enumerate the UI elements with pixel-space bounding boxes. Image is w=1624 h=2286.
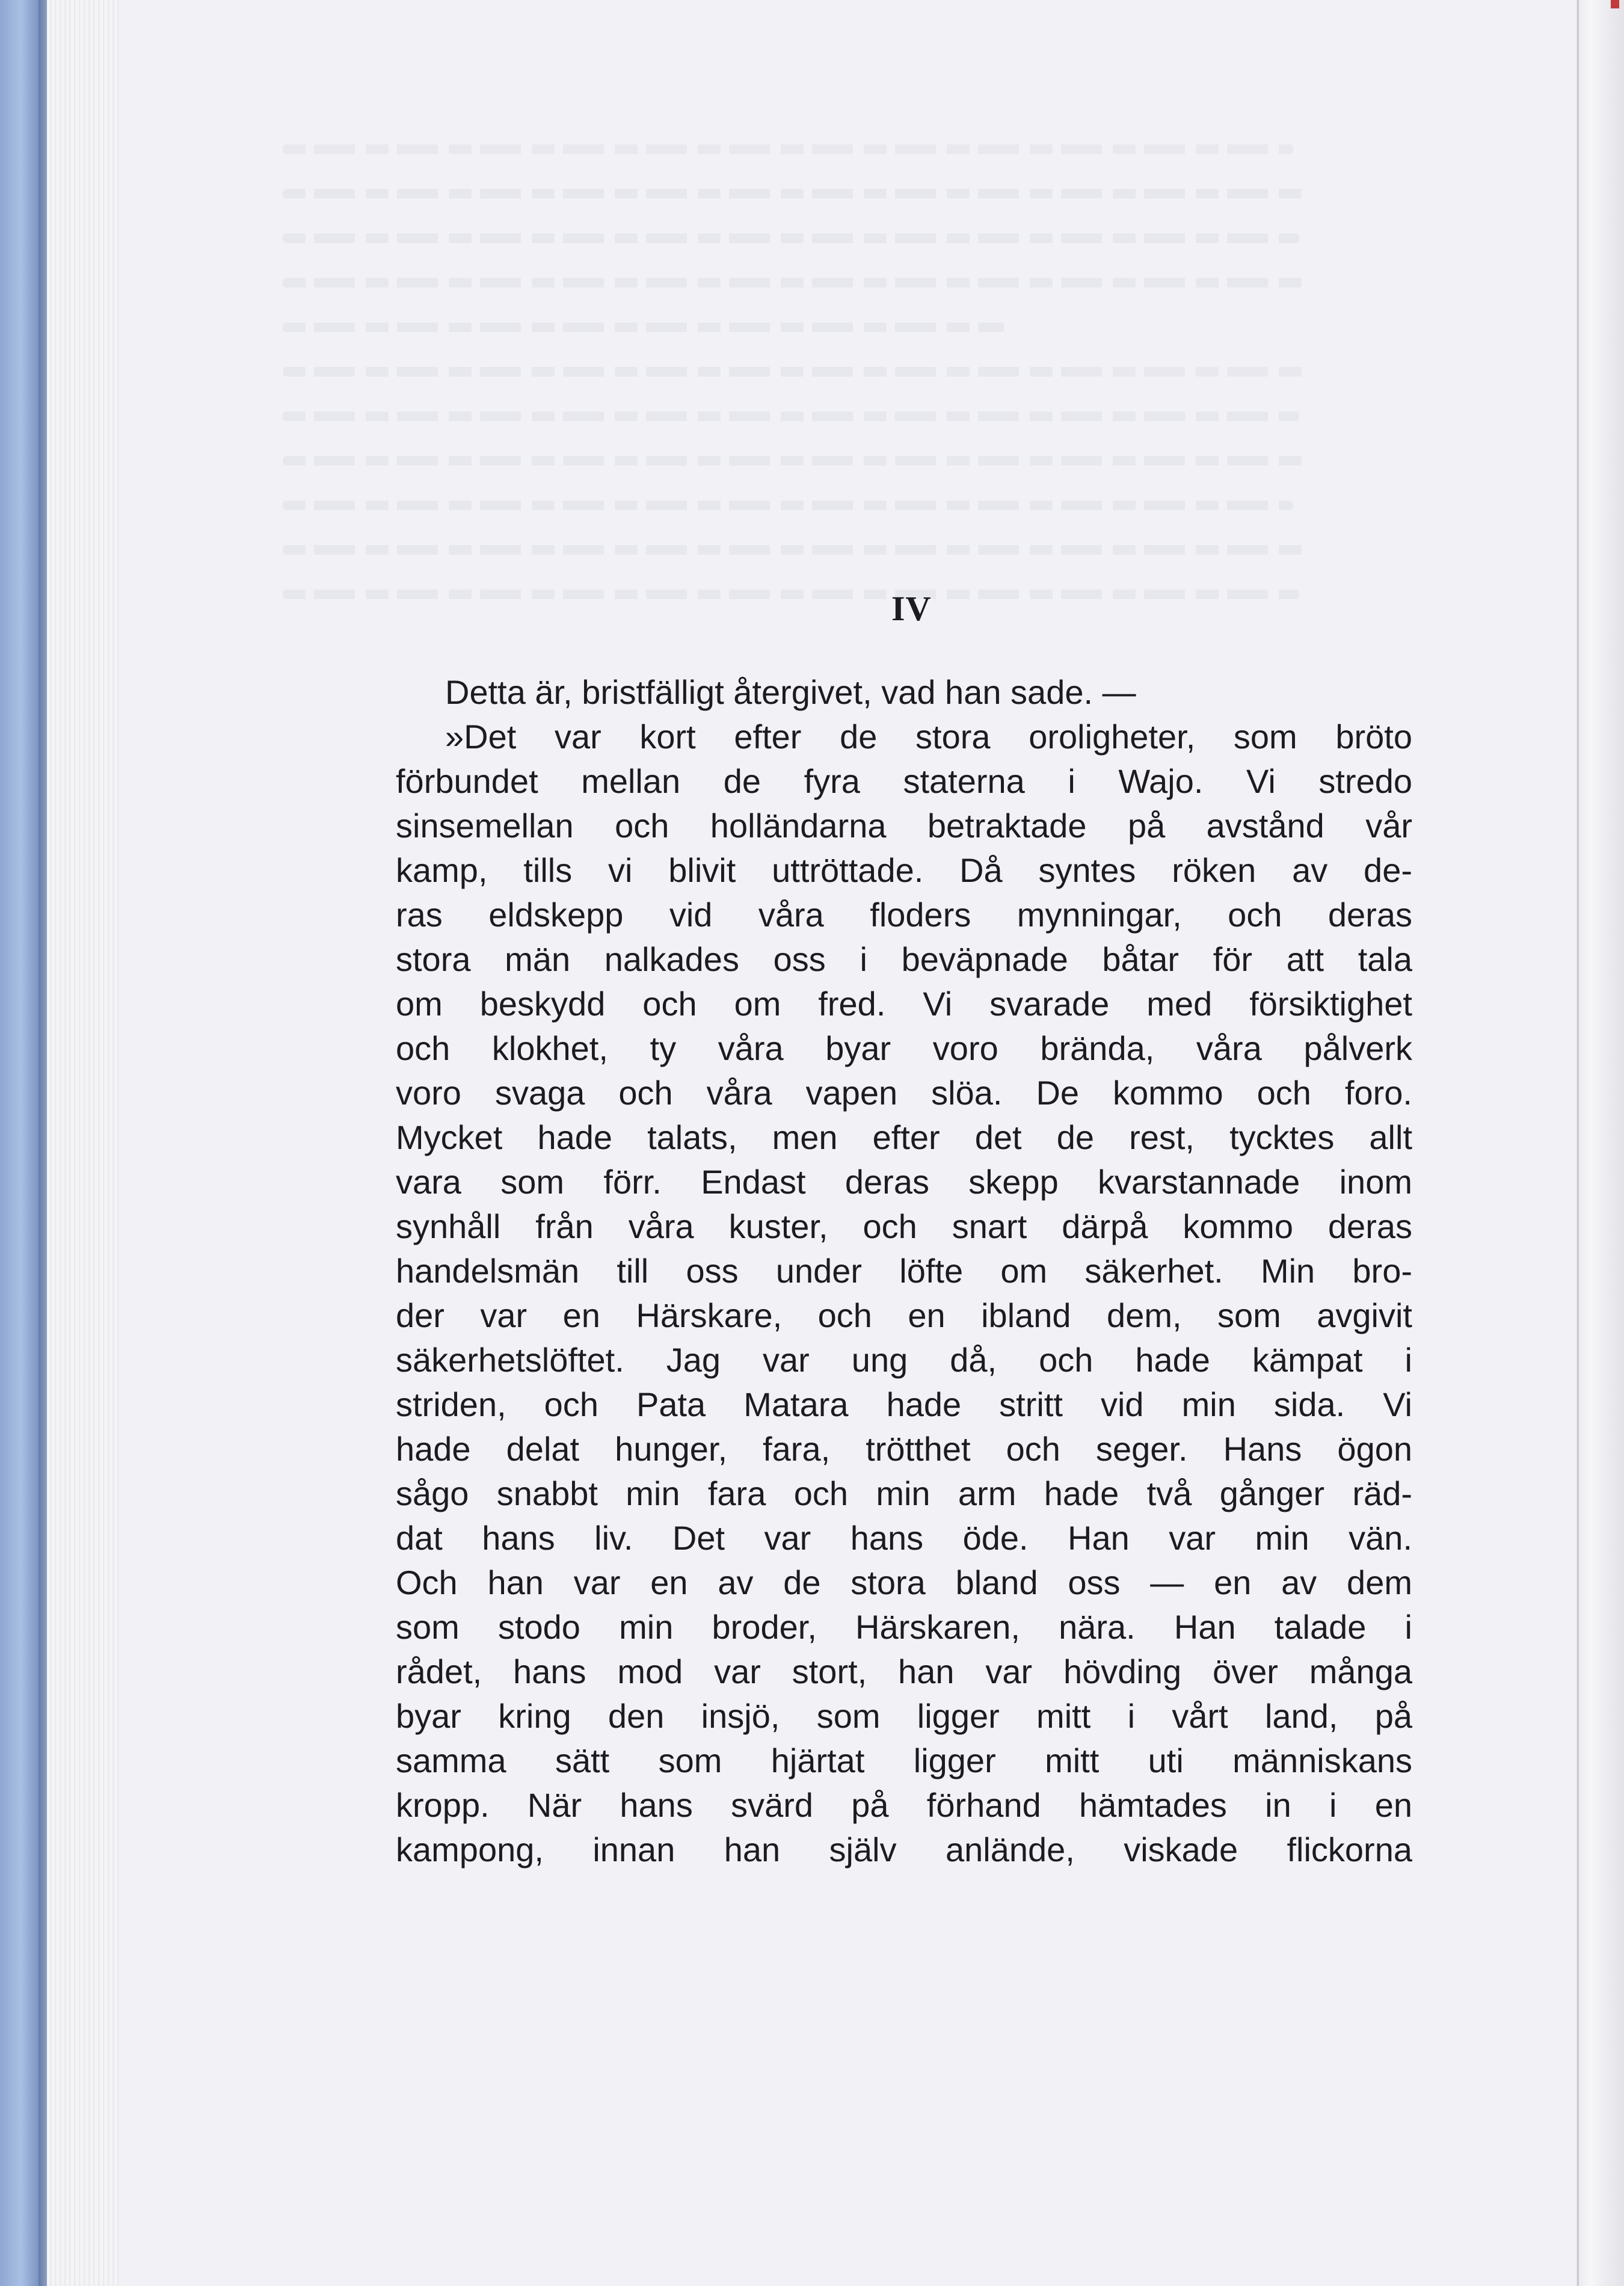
text-line: der var en Härskare, och en ibland dem, som avgivit [396, 1296, 1412, 1334]
text-line: kamp, tills vi blivit uttröttade. Då syntes röken av de- [396, 851, 1412, 889]
book-spine-cloth [0, 0, 47, 2286]
chapter-heading: IV [891, 589, 932, 628]
text-line: sågo snabbt min fara och min arm hade två gånger räd- [396, 1474, 1412, 1512]
text-line: Detta är, bristfälligt återgivet, vad han sade. — [445, 673, 1136, 711]
text-line: Och han var en av de stora bland oss — en av dem [396, 1564, 1412, 1601]
text-line: synhåll från våra kuster, och snart därpå kommo deras [396, 1207, 1412, 1245]
text-line: Mycket hade talats, men efter det de rest, tycktes allt [396, 1118, 1412, 1156]
text-line: byar kring den insjö, som ligger mitt i vårt land, på [396, 1697, 1412, 1735]
text-line: »Det var kort efter de stora oroligheter, som bröto [445, 718, 1412, 756]
text-line: ras eldskepp vid våra floders mynningar, och deras [396, 896, 1412, 934]
text-line: som stodo min broder, Härskaren, nära. Han talade i [396, 1608, 1412, 1646]
page-right-edge [1576, 0, 1624, 2286]
text-line: vara som förr. Endast deras skepp kvarstannade inom [396, 1163, 1412, 1201]
text-line: kampong, innan han själv anlände, viskade flickorna [396, 1831, 1412, 1869]
text-line: kropp. När hans svärd på förhand hämtades in i en [396, 1786, 1412, 1824]
text-line: stora män nalkades oss i beväpnade båtar för att tala [396, 940, 1412, 978]
text-line: och klokhet, ty våra byar voro brända, våra pålverk [396, 1029, 1412, 1067]
text-line: hade delat hunger, fara, trötthet och seger. Hans ögon [396, 1430, 1412, 1468]
text-line: handelsmän till oss under löfte om säkerhet. Min bro- [396, 1252, 1412, 1290]
text-line: voro svaga och våra vapen slöa. De kommo och foro. [396, 1074, 1412, 1112]
corner-tab-mark [1611, 0, 1619, 8]
text-line: dat hans liv. Det var hans öde. Han var min vän. [396, 1519, 1412, 1557]
page-edges [47, 0, 119, 2286]
text-line: rådet, hans mod var stort, han var hövding över många [396, 1653, 1412, 1690]
text-line: sinsemellan och holländarna betraktade på avstånd vår [396, 807, 1412, 845]
text-line: förbundet mellan de fyra staterna i Wajo. Vi stredo [396, 762, 1412, 800]
text-line: säkerhetslöftet. Jag var ung då, och hade kämpat i [396, 1341, 1412, 1379]
text-line: striden, och Pata Matara hade stritt vid min sida. Vi [396, 1385, 1412, 1423]
text-line: samma sätt som hjärtat ligger mitt uti människans [396, 1742, 1412, 1779]
text-line: om beskydd och om fred. Vi svarade med försiktighet [396, 985, 1412, 1023]
body-text [396, 670, 1412, 1872]
